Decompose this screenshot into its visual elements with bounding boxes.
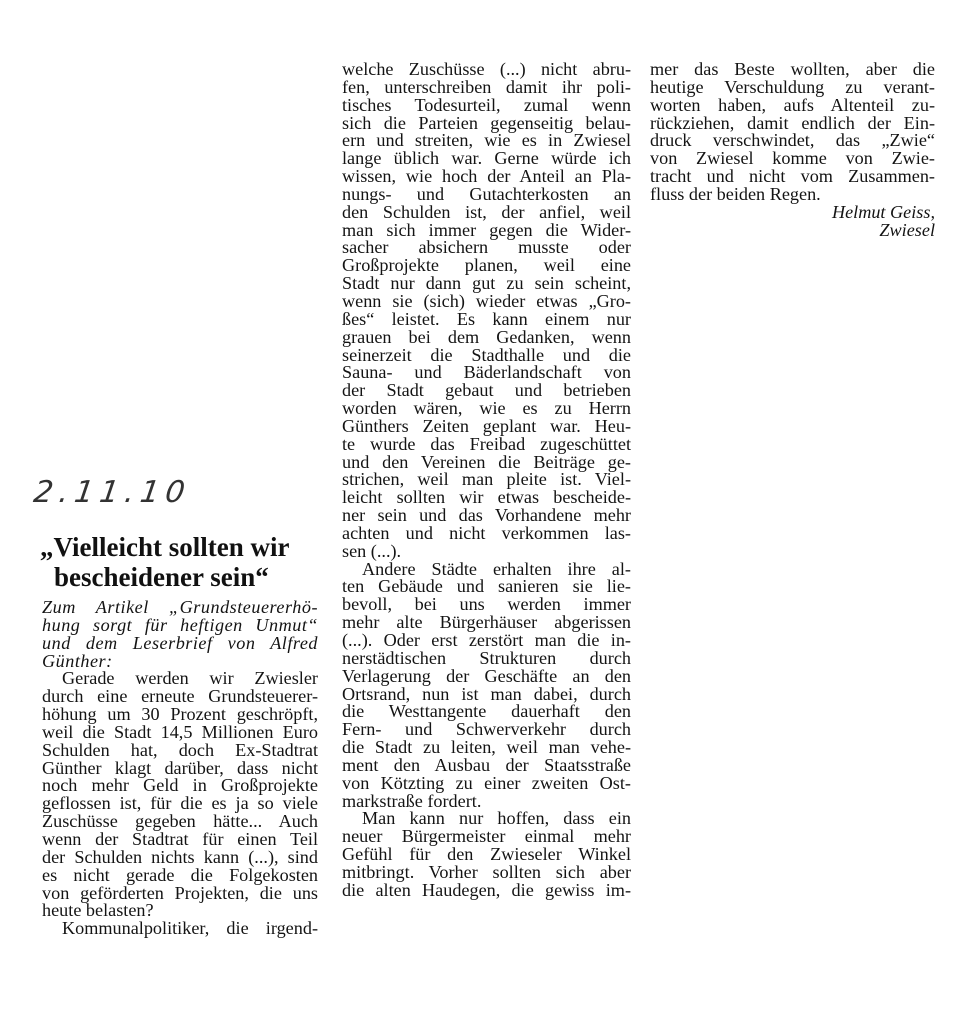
- text-line: leicht sollten wir etwas bescheide-: [342, 487, 631, 508]
- text-line: und den Vereinen die Beiträge ge-: [342, 451, 631, 472]
- column-middle: [342, 61, 631, 900]
- text-line: man sich immer gegen die Wider-: [342, 219, 631, 240]
- text-line: Schulden hat, doch Ex-Stadtrat: [42, 739, 318, 760]
- column-right: [650, 61, 935, 239]
- text-line: fluss der beiden Regen.: [650, 183, 821, 204]
- text-line: es nicht gerade die Folgekosten: [42, 864, 318, 885]
- text-line: Andere Städte erhalten ihre al-: [362, 558, 631, 579]
- text-line: achten und nicht verkommen las-: [342, 522, 631, 543]
- text-line: Fern- und Schwerverkehr durch: [342, 719, 631, 740]
- text-line: sacher absichern musste oder: [342, 237, 631, 258]
- signature-author: Helmut Geiss,: [831, 201, 935, 222]
- text-line: tisches Todesurteil, zumal wenn: [342, 94, 631, 115]
- text-line: Gerade werden wir Zwiesler: [62, 668, 318, 689]
- text-line: noch mehr Geld in Großprojekte: [42, 775, 318, 796]
- text-line: Günthers Zeiten geplant war. Heu-: [342, 415, 631, 436]
- intro-line: und dem Leserbrief von Alfred: [42, 632, 318, 653]
- text-line: strichen, weil man pleite ist. Viel-: [342, 469, 631, 490]
- text-line: te wurde das Freibad zugeschüttet: [342, 433, 631, 454]
- text-line: Verlagerung der Geschäfte an den: [342, 665, 631, 686]
- text-line: Ortsrand, nun ist man dabei, durch: [342, 683, 631, 704]
- text-line: grauen bei dem Gedanken, wenn: [342, 326, 631, 347]
- intro-line: Zum Artikel „Grundsteuererhö-: [42, 597, 318, 617]
- text-line: fen, unterschreiben damit ihr poli-: [342, 76, 631, 97]
- text-line: wissen, wie hoch der Anteil an Pla-: [342, 166, 631, 187]
- text-line: Stadt nur dann gut zu sein scheint,: [342, 273, 631, 294]
- intro-reference: [42, 599, 318, 670]
- text-line: ern und streiten, wie es in Zwiesel: [342, 130, 631, 151]
- text-line: seinerzeit die Stadthalle und die: [342, 344, 631, 365]
- text-line: rückziehen, damit endlich der Ein-: [650, 112, 935, 133]
- body-text-right: [650, 61, 935, 204]
- text-line: von geförderten Projekten, die uns: [42, 882, 318, 903]
- text-line: mitbringt. Vorher sollten sich aber: [342, 861, 631, 882]
- text-line: ten Gebäude und sanieren sie lie-: [342, 576, 631, 597]
- intro-line: Günther:: [42, 650, 113, 671]
- text-line: mer das Beste wollten, aber die: [650, 59, 935, 79]
- text-line: wenn der Stadtrat für einen Teil: [42, 828, 318, 849]
- text-line: mehr alte Bürgerhäuser abgerissen: [342, 612, 631, 633]
- text-line: von Zwiesel komme von Zwie-: [650, 148, 935, 169]
- text-line: ner sein und das Vorhandene mehr: [342, 505, 631, 526]
- text-line: markstraße fordert.: [342, 790, 482, 811]
- text-line: der Schulden nichts kann (...), sind: [42, 846, 318, 867]
- text-line: ment den Ausbau der Staatsstraße: [342, 754, 631, 775]
- text-line: geflossen ist, für die es ja so viele: [42, 793, 318, 814]
- text-line: von Kötzting zu einer zweiten Ost-: [342, 772, 631, 793]
- intro-line: hung sorgt für heftigen Unmut“: [42, 614, 318, 635]
- text-line: die alten Haudegen, die gewiss im-: [342, 879, 631, 900]
- text-line: druck verschwindet, das „Zwie“: [650, 130, 935, 151]
- text-line: Kommunalpolitiker, die irgend-: [62, 918, 318, 939]
- text-line: welche Zuschüsse (...) nicht abru-: [342, 59, 631, 79]
- text-line: die Westtangente dauerhaft den: [342, 701, 631, 722]
- text-line: neuer Bürgermeister einmal mehr: [342, 826, 631, 847]
- text-line: worden wären, wie es zu Herrn: [342, 398, 631, 419]
- text-line: den Schulden ist, der anfiel, weil: [342, 201, 631, 222]
- text-line: Sauna- und Bäderlandschaft von: [342, 362, 631, 383]
- text-line: weil die Stadt 14,5 Millionen Euro: [42, 721, 318, 742]
- text-line: der Stadt gebaut und betrieben: [342, 380, 631, 401]
- text-line: nerstädtischen Strukturen durch: [342, 647, 631, 668]
- headline-line: bescheidener sein“: [54, 562, 269, 592]
- headline-line: „Vielleicht sollten wir: [40, 532, 290, 562]
- body-text-left: [42, 670, 318, 938]
- text-line: lange üblich war. Gerne würde ich: [342, 148, 631, 169]
- text-line: Zuschüsse gegeben hätte... Auch: [42, 811, 318, 832]
- text-line: ßes“ leistet. Es kann einem nur: [342, 308, 631, 329]
- signature-place: Zwiesel: [879, 219, 935, 240]
- column-left: [42, 599, 318, 938]
- letter-headline: [40, 532, 330, 592]
- text-line: höhung um 30 Prozent geschröpft,: [42, 704, 318, 725]
- text-line: heute belasten?: [42, 900, 154, 921]
- text-line: Günther klagt darüber, dass nicht: [42, 757, 318, 778]
- text-line: durch eine erneute Grundsteuerer-: [42, 686, 318, 707]
- text-line: die Stadt zu leiten, weil man vehe-: [342, 737, 631, 758]
- body-text-middle: [342, 61, 631, 900]
- text-line: Gefühl für den Zwieseler Winkel: [342, 844, 631, 865]
- text-line: worten haben, aufs Altenteil zu-: [650, 94, 935, 115]
- text-line: tracht und nicht vom Zusammen-: [650, 166, 935, 187]
- text-line: Man kann nur hoffen, dass ein: [362, 808, 631, 829]
- text-line: sich die Parteien gegenseitig belau-: [342, 112, 631, 133]
- handwritten-date: 2.11.10: [31, 475, 193, 510]
- text-line: sen (...).: [342, 540, 402, 561]
- text-line: bevoll, bei uns werden immer: [342, 594, 631, 615]
- text-line: Großprojekte planen, weil eine: [342, 255, 631, 276]
- text-line: heutige Verschuldung zu verant-: [650, 76, 935, 97]
- text-line: (...). Oder erst zerstört man die in-: [342, 630, 631, 650]
- text-line: wenn sie (sich) wieder etwas „Gro-: [342, 290, 631, 311]
- text-line: nungs- und Gutachterkosten an: [342, 183, 631, 204]
